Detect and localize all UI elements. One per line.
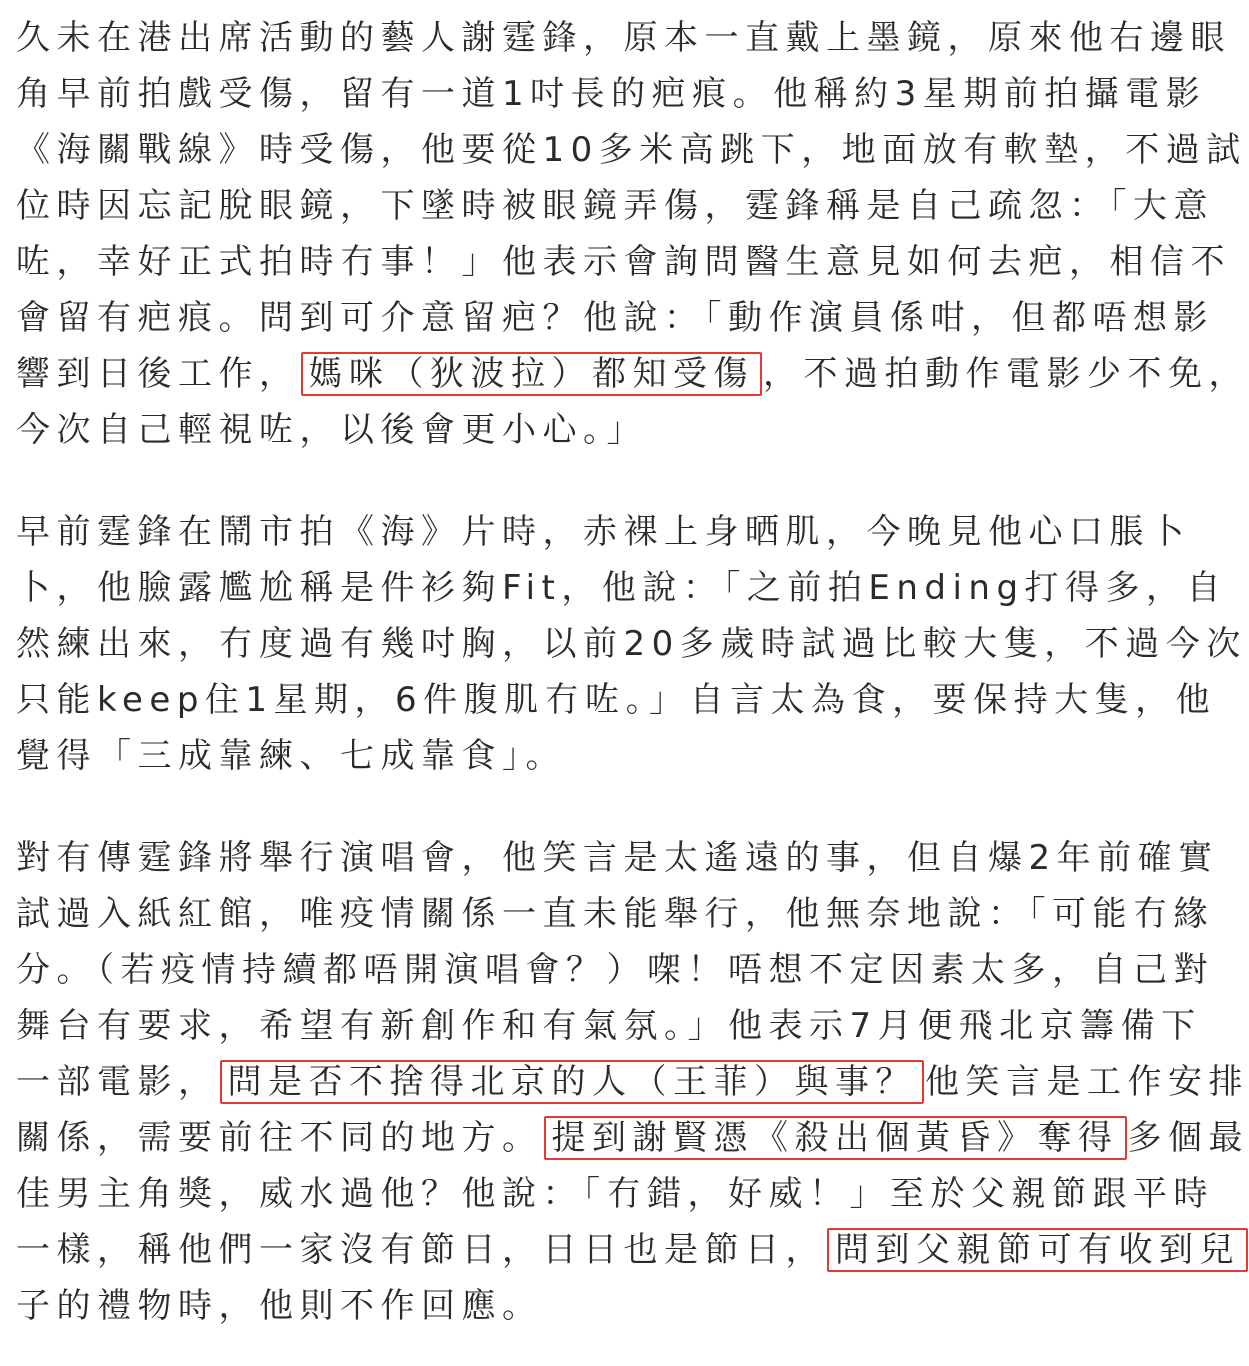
text-line xyxy=(16,1110,1249,1166)
text-segment: 試過入紙紅館，唯疫情關係一直未能舉行，他無奈地說：「可能冇緣 xyxy=(16,894,1214,934)
text-segment: ，不過拍動作電影少不免， xyxy=(763,354,1249,394)
text-segment: 會留有疤痕。問到可介意留疤？他說：「動作演員係咁，但都唔想影 xyxy=(16,298,1214,338)
highlighted-phrase: 提到謝賢憑《殺出個黃昏》奪得 xyxy=(544,1116,1127,1160)
article-paragraph xyxy=(16,10,1249,458)
text-segment: 一樣，稱他們一家沒有節日，日日也是節日， xyxy=(16,1230,826,1270)
text-line xyxy=(16,402,1216,458)
text-line xyxy=(16,672,1216,728)
text-line xyxy=(16,178,1216,234)
text-segment: 舞台有要求，希望有新創作和有氣氛。」他表示7月便飛北京籌備下 xyxy=(16,1006,1202,1046)
article-paragraph xyxy=(16,504,1247,784)
text-line xyxy=(16,1166,1216,1222)
paragraph-gap xyxy=(16,458,1216,504)
text-segment: 位時因忘記脫眼鏡，下墜時被眼鏡弄傷，霆鋒稱是自己疏忽：「大意 xyxy=(16,186,1214,226)
text-segment: 角早前拍戲受傷，留有一道1吋長的疤痕。他稱約3星期前拍攝電影 xyxy=(16,74,1207,114)
highlighted-phrase: 媽咪（狄波拉）都知受傷 xyxy=(301,352,763,396)
text-segment: 只能keep住1星期，6件腹肌冇咗。」自言太為食，要保持大隻，他 xyxy=(16,680,1217,720)
text-line xyxy=(16,728,1216,784)
text-line xyxy=(16,66,1216,122)
text-line xyxy=(16,942,1216,998)
text-segment: 《海關戰線》時受傷，他要從10多米高跳下，地面放有軟墊，不過試 xyxy=(16,130,1247,170)
text-segment: 他笑言是工作安排 xyxy=(925,1062,1249,1102)
text-line xyxy=(16,830,1219,886)
text-segment: 響到日後工作， xyxy=(16,354,300,394)
text-segment: 子的禮物時，他則不作回應。 xyxy=(16,1286,543,1326)
article-paragraph xyxy=(16,830,1249,1334)
text-segment: 對有傳霆鋒將舉行演唱會，他笑言是太遙遠的事，但自爆2年前確實 xyxy=(16,838,1219,878)
text-segment: 咗，幸好正式拍時冇事！」他表示會詢問醫生意見如何去疤，相信不 xyxy=(16,242,1231,282)
highlighted-phrase: 問是否不捨得北京的人（王菲）與事？ xyxy=(220,1060,925,1104)
text-segment: 關係，需要前往不同的地方。 xyxy=(16,1118,543,1158)
text-line xyxy=(16,234,1231,290)
text-segment: 一部電影， xyxy=(16,1062,219,1102)
text-line xyxy=(16,10,1231,66)
article-body xyxy=(16,10,1249,1334)
text-line xyxy=(16,1278,1216,1334)
text-line xyxy=(16,998,1216,1054)
text-line xyxy=(16,504,1216,560)
text-line xyxy=(16,560,1228,616)
text-line xyxy=(16,616,1247,672)
text-segment: 覺得「三成靠練、七成靠食」。 xyxy=(16,736,566,776)
text-segment: 然練出來，冇度過有幾吋胸，以前20多歲時試過比較大隻，不過今次 xyxy=(16,624,1247,664)
text-line xyxy=(16,1222,1240,1278)
text-segment: 卜，他臉露尷尬稱是件衫夠Fit，他說：「之前拍Ending打得多，自 xyxy=(16,568,1228,608)
text-line xyxy=(16,122,1247,178)
text-segment: 久未在港出席活動的藝人謝霆鋒，原本一直戴上墨鏡，原來他右邊眼 xyxy=(16,18,1231,58)
text-line xyxy=(16,886,1216,942)
text-segment: 多個最 xyxy=(1127,1118,1249,1158)
paragraph-gap xyxy=(16,784,1216,830)
text-segment: 佳男主角獎，威水過他？他說：「冇錯，好威！」至於父親節跟平時 xyxy=(16,1174,1214,1214)
text-segment: 分。（若疫情持續都唔開演唱會？）㗎！唔想不定因素太多，自己對 xyxy=(16,950,1214,990)
text-segment: 早前霆鋒在鬧市拍《海》片時，赤裸上身晒肌，今晚見他心口脹卜 xyxy=(16,512,1191,552)
text-line xyxy=(16,346,1249,402)
text-segment: 今次自己輕視咗，以後會更小心。」 xyxy=(16,410,647,450)
text-line xyxy=(16,290,1216,346)
highlighted-phrase: 問到父親節可有收到兒 xyxy=(827,1228,1248,1272)
text-line xyxy=(16,1054,1249,1110)
